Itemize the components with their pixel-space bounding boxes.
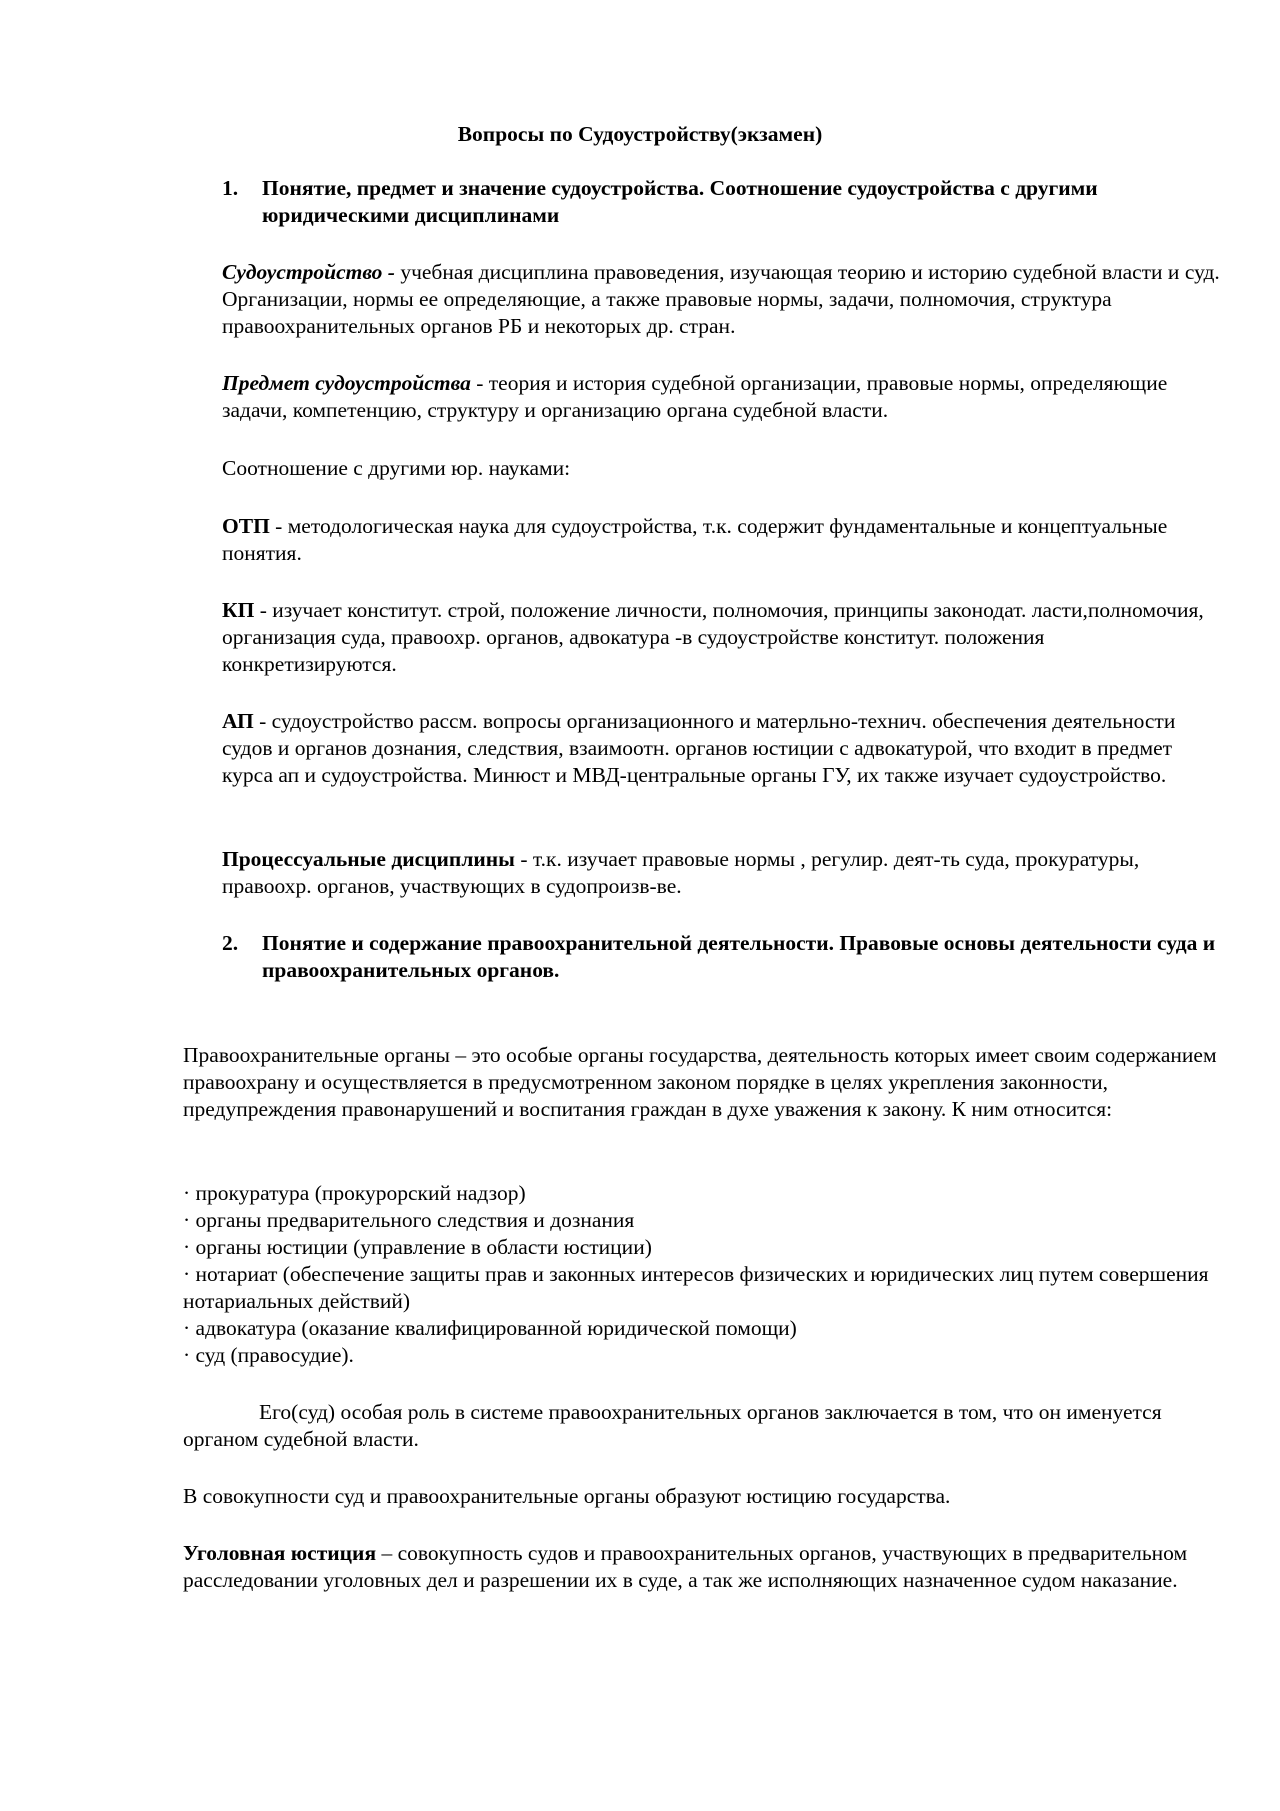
list-item: · нотариат (обеспечение защиты прав и законных интересов физических и юридических лиц путем совершения нотариальных действий)	[183, 1262, 1209, 1313]
question-1-heading: Понятие, предмет и значение судоустройства. Соотношение судоустройства с другими юридическими дисциплинами	[262, 176, 1098, 227]
text-predmet: - теория и история судебной организации, правовые нормы, определяющие задачи, компетенцию, структуру и организацию органа судебной власти.	[222, 371, 1168, 422]
paragraph-sovokupnost: В совокупности суд и правоохранительные органы образуют юстицию государства.	[183, 1484, 951, 1508]
term-predmet: Предмет судоустройства	[222, 371, 471, 395]
text-ap: - судоустройство рассм. вопросы организационного и матерльно-технич. обеспечения деятельности судов и органов дознания, следствия, взаимоотн. органов юстиции с адвокатурой, что входит в предмет курса ап и судоустройства. Минюст и МВД-центральные органы ГУ, их также изучает судоустройство.	[222, 709, 1176, 787]
text-otp: - методологическая наука для судоустройства, т.к. содержит фундаментальные и концептуальные понятия.	[222, 514, 1168, 565]
list-item: · органы юстиции (управление в области юстиции)	[183, 1235, 652, 1259]
document-title: Вопросы по Судоустройству(экзамен)	[457, 122, 823, 146]
list-item: · прокуратура (прокурорский надзор)	[183, 1181, 526, 1205]
list-item: · адвокатура (оказание квалифицированной юридической помощи)	[183, 1316, 797, 1340]
paragraph-sootnoshenie: Соотношение с другими юр. науками:	[222, 456, 571, 480]
term-ap: АП	[222, 709, 254, 733]
list-item: · суд (правосудие).	[183, 1343, 354, 1367]
question-2-heading: Понятие и содержание правоохранительной деятельности. Правовые основы деятельности суда и правоохранительных органов.	[262, 931, 1216, 982]
paragraph-processual	[222, 846, 1222, 900]
paragraph-kp	[222, 597, 1222, 678]
paragraph-sudoustroystvo	[222, 259, 1222, 340]
paragraph-organs: Правоохранительные органы – это особые органы государства, деятельность которых имеет своим содержанием правоохрану и осуществляется в предусмотренном законом порядке в целях укрепления законности, предупреждения правонарушений и воспитания граждан в духе уважения к закону. К ним относится:	[183, 1043, 1217, 1121]
text-sudoustroystvo: учебная дисциплина правоведения, изучающая теорию и историю судебной власти и суд. Организации, нормы ее определяющие, а также правовые нормы, задачи, полномочия, структура правоохранительных органов РБ и некоторых др. стран.	[222, 260, 1220, 338]
text-kp: - изучает конститут. строй, положение личности, полномочия, принципы законодат. ласти,полномочия, организация суда, правоохр. органов, адвокатура -в судоустройстве конститут. положения конкретизируются.	[222, 598, 1204, 676]
paragraph-ego-sud: Его(суд) особая роль в системе правоохранительных органов заключается в том, что он именуется органом судебной власти.	[183, 1400, 1162, 1451]
paragraph-ap	[222, 708, 1222, 789]
term-kp: КП	[222, 598, 255, 622]
text-processual: - т.к. изучает правовые нормы , регулир. деят-ть суда, прокуратуры, правоохр. органов, участвующих в судопроизв-ве.	[222, 847, 1140, 898]
list-item: · органы предварительного следствия и дознания	[183, 1208, 635, 1232]
paragraph-ugolovnaya-yusticiya	[183, 1540, 1223, 1594]
organs-list	[183, 1180, 1223, 1369]
paragraph-otp	[222, 513, 1222, 567]
text-ugolovnaya-yusticiya: – совокупность судов и правоохранительных органов, участвующих в предварительном расследовании уголовных дел и разрешении их в суде, а так же исполняющих назначенное судом наказание.	[183, 1541, 1188, 1592]
paragraph-predmet	[222, 370, 1222, 424]
term-ugolovnaya-yusticiya: Уголовная юстиция	[183, 1541, 377, 1565]
question-1-number: 1.	[222, 176, 239, 200]
term-processual: Процессуальные дисциплины	[222, 847, 515, 871]
term-sudoustroystvo: Судоустройство -	[222, 260, 395, 284]
question-2-number: 2.	[222, 931, 239, 955]
term-otp: ОТП	[222, 514, 270, 538]
